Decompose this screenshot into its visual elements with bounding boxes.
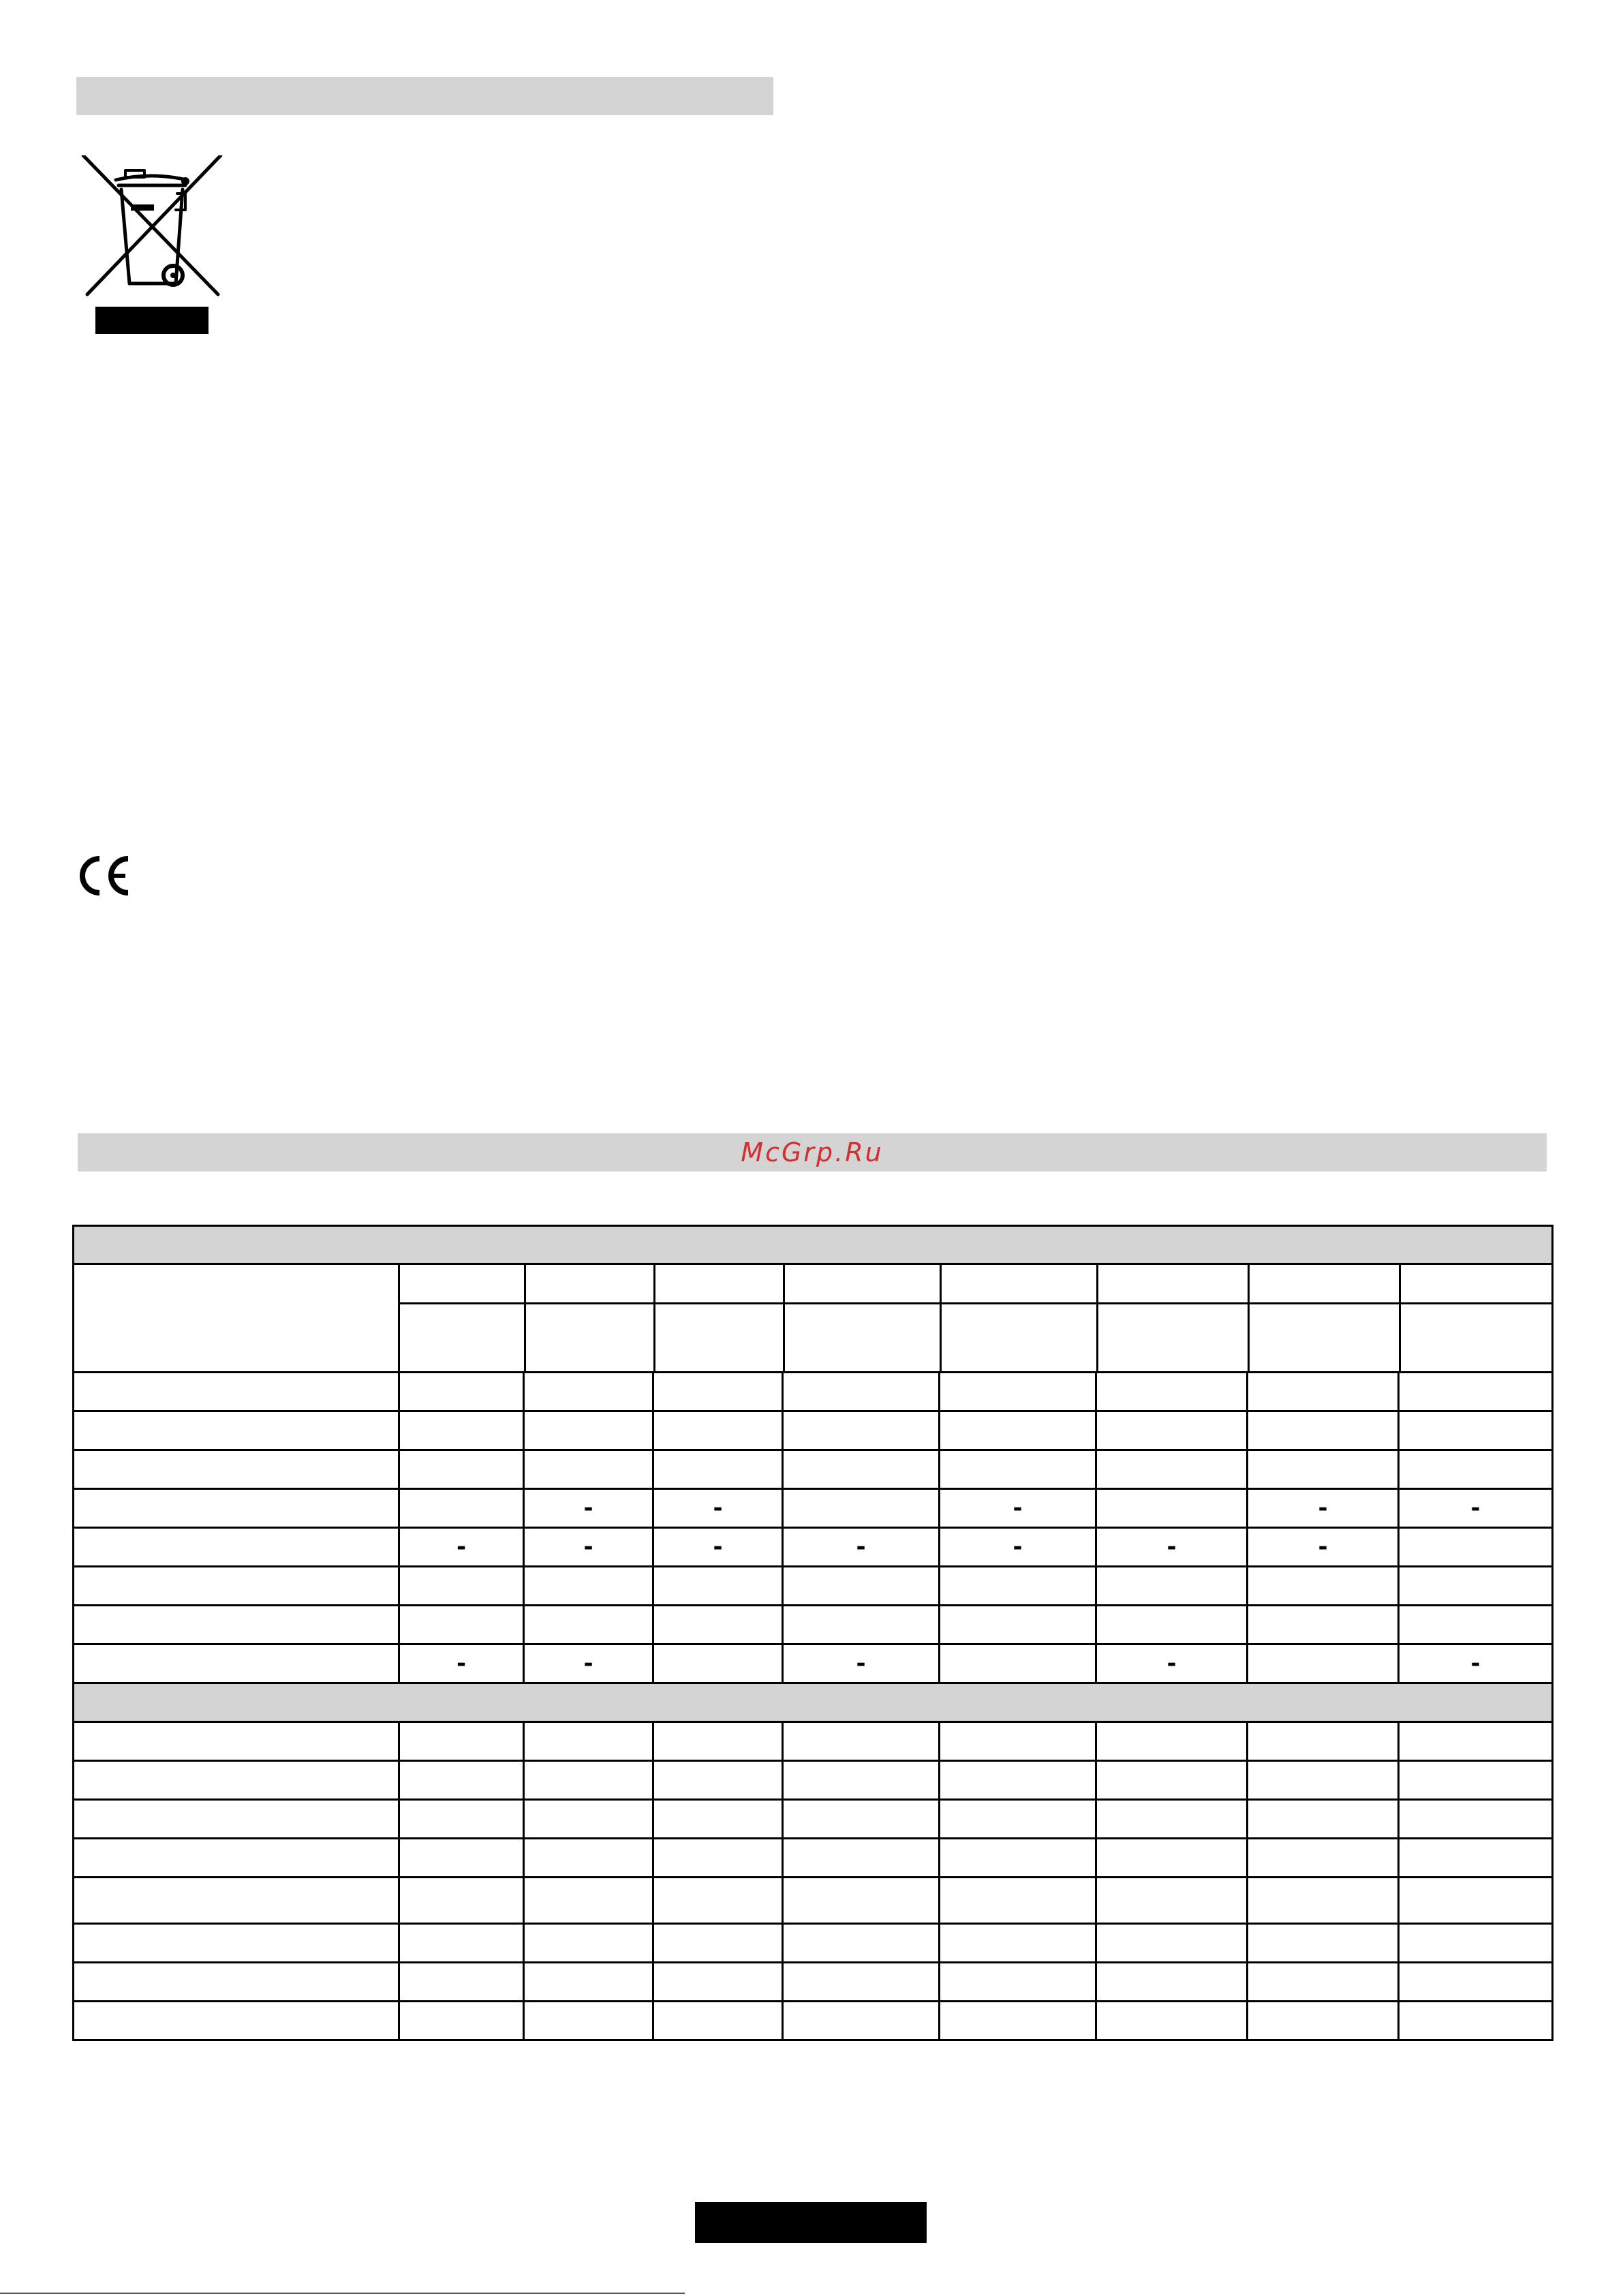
table-cell bbox=[74, 1489, 399, 1528]
table-cell bbox=[783, 1722, 940, 1761]
table-row bbox=[74, 1761, 1553, 1800]
table-row bbox=[74, 1373, 1553, 1411]
table-cell bbox=[1096, 1878, 1248, 1924]
table-cell bbox=[74, 1722, 399, 1761]
table-cell bbox=[524, 1963, 653, 2002]
table-cell bbox=[653, 1450, 783, 1489]
table-cell bbox=[1248, 1800, 1399, 1839]
table-cell bbox=[1096, 1800, 1248, 1839]
table-cell bbox=[653, 2002, 783, 2040]
table-cell bbox=[1248, 1644, 1399, 1683]
table-cell bbox=[399, 1489, 524, 1528]
table-cell bbox=[653, 1878, 783, 1924]
crossed-out-wheelie-bin-icon bbox=[76, 155, 226, 338]
table-cell: - bbox=[783, 1528, 940, 1567]
table-row bbox=[74, 1963, 1553, 2002]
table-cell bbox=[74, 1924, 399, 1963]
table-cell bbox=[399, 1878, 524, 1924]
table-cell bbox=[1399, 1963, 1553, 2002]
table-cell bbox=[1096, 1761, 1248, 1800]
table-cell bbox=[74, 1839, 399, 1878]
table-cell bbox=[653, 1924, 783, 1963]
table-cell bbox=[783, 2002, 940, 2040]
table-cell bbox=[783, 1489, 940, 1528]
table-cell bbox=[399, 1924, 524, 1963]
table-cell bbox=[399, 1373, 524, 1411]
table-cell bbox=[74, 1450, 399, 1489]
table-cell bbox=[1248, 1373, 1399, 1411]
table-cell bbox=[524, 1450, 653, 1489]
model-code-cell bbox=[654, 1265, 784, 1303]
table-cell bbox=[653, 1373, 783, 1411]
table-cell bbox=[1399, 1878, 1553, 1924]
table-cell bbox=[524, 1800, 653, 1839]
table-cell: - bbox=[524, 1489, 653, 1528]
table-cell bbox=[74, 1878, 399, 1924]
table-row bbox=[74, 1722, 1553, 1761]
table-cell bbox=[1096, 1373, 1248, 1411]
table-cell bbox=[783, 1878, 940, 1924]
table-cell bbox=[940, 1839, 1096, 1878]
table-cell bbox=[399, 1567, 524, 1606]
table-cell bbox=[1248, 1606, 1399, 1644]
table-cell bbox=[524, 1722, 653, 1761]
table-cell bbox=[653, 1800, 783, 1839]
table-cell: - bbox=[653, 1528, 783, 1567]
table-cell: - bbox=[524, 1528, 653, 1567]
table-cell bbox=[1096, 1567, 1248, 1606]
specifications-header-bar bbox=[78, 1133, 1547, 1172]
table-row bbox=[74, 1411, 1553, 1450]
table-cell bbox=[1399, 1606, 1553, 1644]
table-cell bbox=[1096, 1489, 1248, 1528]
table-cell bbox=[74, 1644, 399, 1683]
table-cell bbox=[524, 2002, 653, 2040]
table-cell bbox=[783, 1924, 940, 1963]
table-cell bbox=[399, 1963, 524, 2002]
table-row bbox=[74, 1606, 1553, 1644]
table-cell bbox=[1399, 1924, 1553, 1963]
table-cell bbox=[940, 1924, 1096, 1963]
table-cell: - bbox=[1096, 1644, 1248, 1683]
table-cell bbox=[1399, 1567, 1553, 1606]
table-cell bbox=[74, 2002, 399, 2040]
table-cell bbox=[940, 1373, 1096, 1411]
table-cell bbox=[940, 1644, 1096, 1683]
table-row bbox=[74, 1924, 1553, 1963]
table-cell bbox=[1399, 1528, 1553, 1567]
table-cell bbox=[1399, 2002, 1553, 2040]
model-code-cell bbox=[1400, 1265, 1554, 1303]
table-cell bbox=[399, 1450, 524, 1489]
table-cell bbox=[653, 1839, 783, 1878]
table-row bbox=[74, 1450, 1553, 1489]
table-cell bbox=[1248, 2002, 1399, 2040]
table-cell bbox=[940, 1411, 1096, 1450]
table-cell bbox=[783, 1606, 940, 1644]
table-cell bbox=[1399, 1722, 1553, 1761]
table-cell bbox=[1248, 1411, 1399, 1450]
table-cell bbox=[74, 1528, 399, 1567]
table-cell bbox=[74, 1800, 399, 1839]
table-cell bbox=[1248, 1878, 1399, 1924]
table-cell bbox=[653, 1606, 783, 1644]
table-cell bbox=[1248, 1761, 1399, 1800]
table-cell bbox=[74, 1411, 399, 1450]
table-cell bbox=[1096, 1722, 1248, 1761]
table-row bbox=[74, 1839, 1553, 1878]
table-cell bbox=[653, 1722, 783, 1761]
ce-mark-icon bbox=[76, 852, 132, 900]
table-cell bbox=[1399, 1411, 1553, 1450]
model-header-grid bbox=[400, 1265, 1554, 1371]
table-cell bbox=[74, 1373, 399, 1411]
table-cell bbox=[399, 1761, 524, 1800]
table-cell bbox=[524, 1878, 653, 1924]
model-code-cell bbox=[400, 1265, 525, 1303]
table-cell bbox=[74, 1761, 399, 1800]
table-cell bbox=[783, 1839, 940, 1878]
table-cell: - bbox=[1399, 1489, 1553, 1528]
table-cell bbox=[653, 1644, 783, 1683]
table-cell bbox=[653, 1411, 783, 1450]
table-cell bbox=[1248, 1450, 1399, 1489]
table-cell bbox=[783, 1800, 940, 1839]
table-cell bbox=[783, 1411, 940, 1450]
table-cell bbox=[1096, 2002, 1248, 2040]
table-cell bbox=[1096, 1450, 1248, 1489]
table-cell bbox=[940, 2002, 1096, 2040]
table-cell bbox=[399, 1606, 524, 1644]
table-cell: - bbox=[940, 1489, 1096, 1528]
table-cell bbox=[1248, 1963, 1399, 2002]
section-header-bar bbox=[76, 77, 773, 115]
table-cell bbox=[1096, 1924, 1248, 1963]
model-code-cell bbox=[1097, 1265, 1248, 1303]
table-cell: - bbox=[940, 1528, 1096, 1567]
table-cell bbox=[1399, 1450, 1553, 1489]
table-cell bbox=[940, 1878, 1096, 1924]
table-cell bbox=[74, 1963, 399, 2002]
table-cell bbox=[1399, 1761, 1553, 1800]
page-number-box bbox=[695, 2202, 927, 2243]
table-cell bbox=[1399, 1373, 1553, 1411]
table-cell bbox=[1248, 1567, 1399, 1606]
table-cell bbox=[1399, 1839, 1553, 1878]
table-row bbox=[74, 1567, 1553, 1606]
table-cell bbox=[399, 1722, 524, 1761]
table-cell bbox=[940, 1606, 1096, 1644]
model-code-cell bbox=[1248, 1265, 1400, 1303]
table-cell bbox=[524, 1373, 653, 1411]
table-cell bbox=[783, 1761, 940, 1800]
table-cell bbox=[1248, 1924, 1399, 1963]
table-cell bbox=[524, 1567, 653, 1606]
table-cell: - bbox=[783, 1644, 940, 1683]
table-cell: - bbox=[399, 1644, 524, 1683]
table-cell bbox=[399, 1800, 524, 1839]
table-cell bbox=[524, 1411, 653, 1450]
table-row bbox=[74, 1528, 1553, 1567]
table-cell bbox=[653, 1963, 783, 2002]
table-cell: - bbox=[524, 1644, 653, 1683]
table-cell bbox=[783, 1450, 940, 1489]
table-cell bbox=[940, 1761, 1096, 1800]
table-cell bbox=[1096, 1963, 1248, 2002]
table-cell: - bbox=[1399, 1644, 1553, 1683]
table-row bbox=[74, 1644, 1553, 1683]
model-code-cell bbox=[525, 1265, 654, 1303]
table-cell bbox=[74, 1567, 399, 1606]
model-code-cell bbox=[940, 1265, 1097, 1303]
table-cell bbox=[1096, 1839, 1248, 1878]
table-cell: - bbox=[1248, 1528, 1399, 1567]
table-cell bbox=[940, 1800, 1096, 1839]
table-cell bbox=[783, 1567, 940, 1606]
table-cell bbox=[1248, 1722, 1399, 1761]
table-cell bbox=[940, 1567, 1096, 1606]
table-cell bbox=[399, 1839, 524, 1878]
watermark-text[interactable]: McGrp.Ru bbox=[741, 1137, 884, 1167]
table-cell bbox=[1096, 1411, 1248, 1450]
table-cell bbox=[783, 1373, 940, 1411]
table-cell bbox=[524, 1761, 653, 1800]
table-cell bbox=[524, 1839, 653, 1878]
table-cell bbox=[940, 1722, 1096, 1761]
table-row bbox=[74, 1878, 1553, 1924]
table-cell: - bbox=[653, 1489, 783, 1528]
table-row bbox=[74, 2002, 1553, 2040]
footer-rule bbox=[0, 2293, 685, 2294]
table-cell bbox=[653, 1761, 783, 1800]
model-code-cell bbox=[784, 1265, 940, 1303]
table-section-band bbox=[74, 1226, 1553, 1264]
table-cell bbox=[940, 1450, 1096, 1489]
table-section-band bbox=[74, 1683, 1553, 1722]
table-cell bbox=[1096, 1606, 1248, 1644]
table-cell: - bbox=[399, 1528, 524, 1567]
table-cell bbox=[524, 1924, 653, 1963]
table-cell bbox=[74, 1606, 399, 1644]
table-cell bbox=[1248, 1839, 1399, 1878]
table-cell bbox=[74, 1264, 399, 1373]
table-row bbox=[74, 1489, 1553, 1528]
specifications-table bbox=[72, 1225, 1554, 2041]
table-cell bbox=[399, 2002, 524, 2040]
table-row bbox=[74, 1800, 1553, 1839]
table-header-row bbox=[74, 1264, 1553, 1373]
table-cell: - bbox=[1096, 1528, 1248, 1567]
table-cell bbox=[1399, 1800, 1553, 1839]
table-cell bbox=[653, 1567, 783, 1606]
table-cell bbox=[783, 1963, 940, 2002]
table-cell: - bbox=[1248, 1489, 1399, 1528]
table-cell bbox=[524, 1606, 653, 1644]
table-cell bbox=[940, 1963, 1096, 2002]
table-cell bbox=[399, 1411, 524, 1450]
